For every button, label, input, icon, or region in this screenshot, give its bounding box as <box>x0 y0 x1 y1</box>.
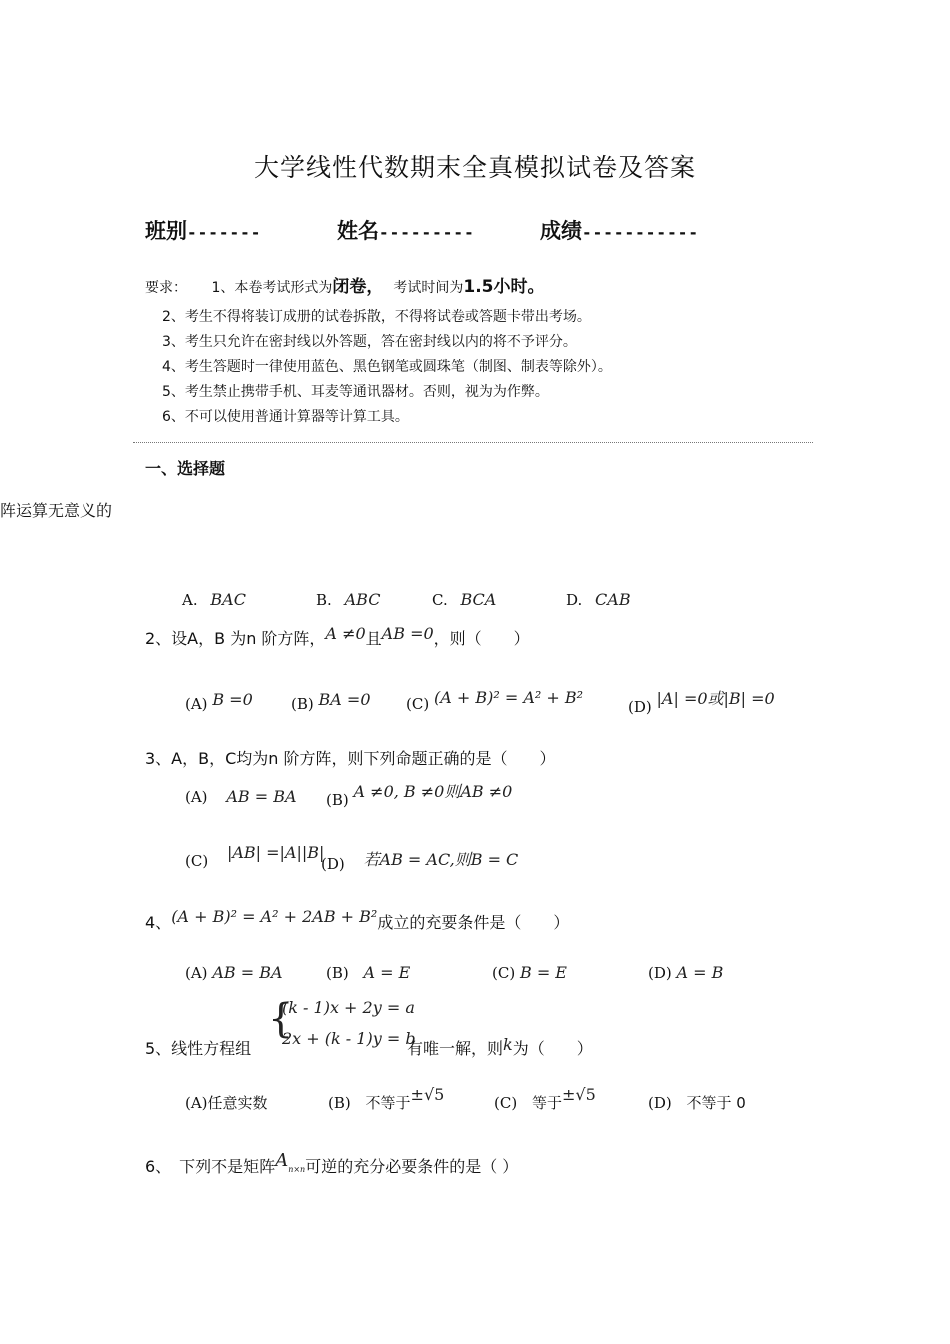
name-blank: --------- <box>379 223 475 242</box>
requirement-1 <box>145 272 545 297</box>
req1-duration: 1.5小时。 <box>463 277 545 297</box>
q1-option-a: A. BAC <box>182 590 246 609</box>
q2-option-c: (C) (A + B)² = A² + B² <box>406 688 584 713</box>
q1-option-b: B. ABC <box>316 590 381 609</box>
req1-closed-book: 闭卷， <box>332 277 384 297</box>
q1-fragment: 阵运算无意义的 <box>0 501 113 520</box>
q5-option-d: (D) 不等于 0 <box>648 1094 746 1112</box>
class-blank: ------- <box>187 223 262 242</box>
q5-option-b: (B) 不等于±√5 <box>328 1085 445 1112</box>
equation-brace: { <box>268 996 294 1042</box>
q3-option-c: (C) |AB| =|A||B| <box>185 843 325 870</box>
q2-option-d: (D) |A| =0或|B| =0 <box>628 689 775 716</box>
class-label: 班别 <box>145 219 187 243</box>
q4-option-c: (C) B = E <box>492 963 567 982</box>
section-heading: 一、选择题 <box>145 459 226 478</box>
q5-prefix: 5、线性方程组 <box>145 1039 252 1058</box>
requirement-2: 2、考生不得将装订成册的试卷拆散，不得将试卷或答题卡带出考场。 <box>162 309 591 325</box>
divider <box>133 442 813 443</box>
requirements-label: 要求： <box>145 280 187 296</box>
q4-option-a: (A) AB = BA <box>185 963 283 982</box>
score-field <box>540 215 699 245</box>
q6-stem: 6、 下列不是矩阵An×n可逆的充分必要条件的是（ ） <box>145 1150 519 1176</box>
name-field <box>337 215 475 245</box>
class-field <box>145 215 261 245</box>
q4-option-d: (D) A = B <box>648 963 724 982</box>
q5-stem-rest: 有唯一解，则k为（ ） <box>407 1035 593 1058</box>
q1-option-c: C. BCA <box>432 590 497 609</box>
q5-option-c: (C) 等于±√5 <box>494 1085 596 1112</box>
q4-stem: 4、(A + B)² = A² + 2AB + B²成立的充要条件是（ ） <box>145 907 570 932</box>
score-label: 成绩 <box>540 219 582 243</box>
q3-option-d: (D) 若AB = AC,则B = C <box>321 850 519 873</box>
name-label: 姓名 <box>337 219 379 243</box>
requirement-4: 4、考生答题时一律使用蓝色、黑色钢笔或圆珠笔（制图、制表等除外）。 <box>162 359 612 375</box>
requirement-5: 5、考生禁止携带手机、耳麦等通讯器材。否则，视为为作弊。 <box>162 384 549 400</box>
requirement-3: 3、考生只允许在密封线以外答题，答在密封线以内的将不予评分。 <box>162 334 577 350</box>
q3-option-a: (A) AB = BA <box>185 787 297 806</box>
req1-mid: 考试时间为 <box>393 280 464 296</box>
q5-option-a: (A)任意实数 <box>185 1094 268 1112</box>
q2-option-a: (A) B =0 <box>185 690 253 713</box>
q5-equation-2: 2x + (k - 1)y = b <box>282 1029 416 1048</box>
q4-option-b: (B) A = E <box>326 963 411 982</box>
requirement-6: 6、不可以使用普通计算器等计算工具。 <box>162 409 409 425</box>
q3-option-b: (B) A ≠0, B ≠0则AB ≠0 <box>326 782 513 809</box>
q1-option-d: D. CAB <box>566 590 631 609</box>
q2-stem: 2、设A，B 为n 阶方阵，A ≠0且AB =0，则（ ） <box>145 624 530 648</box>
page-title: 大学线性代数期末全真模拟试卷及答案 <box>253 153 696 182</box>
req1-prefix: 1、本卷考试形式为 <box>211 280 333 296</box>
q5-equation-1: (k - 1)x + 2y = a <box>282 998 415 1017</box>
q3-stem: 3、A，B，C均为n 阶方阵，则下列命题正确的是（ ） <box>145 749 556 768</box>
q2-option-b: (B) BA =0 <box>291 690 371 713</box>
score-blank: ----------- <box>582 223 699 242</box>
